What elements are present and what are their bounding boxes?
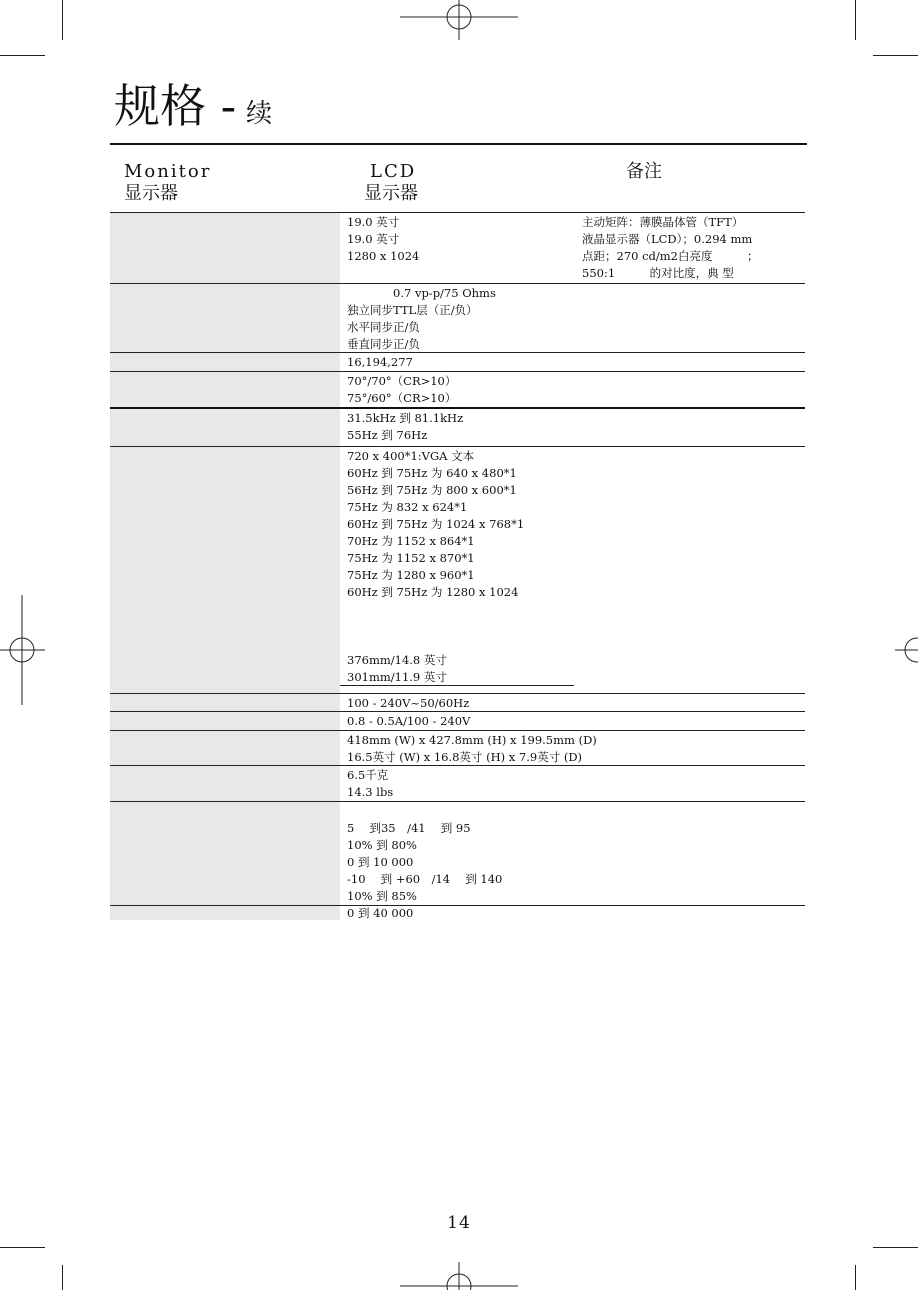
header-col-lcd-en: LCD (370, 161, 417, 182)
header-rule (110, 143, 807, 145)
row-label-cell (110, 712, 340, 730)
value-line: 720 x 400*1:VGA 文本 (347, 449, 475, 463)
table-row (110, 801, 805, 920)
value-line: 75Hz 为 1280 x 960*1 (347, 568, 475, 582)
crop-mark (855, 0, 856, 40)
row-label-cell (110, 353, 340, 371)
row-divider (340, 685, 574, 686)
page-number: 14 (447, 1213, 471, 1233)
row-value-cell (347, 354, 413, 371)
title-sub: 续 (246, 99, 273, 129)
value-line: -10 到 +60 /14 到 140 (347, 872, 503, 886)
table-row (110, 407, 805, 446)
row-value-cell (347, 767, 393, 801)
value-line (347, 635, 524, 652)
value-line: 75°/60°（CR>10） (347, 391, 457, 405)
value-line: 0.8 - 0.5A/100 - 240V (347, 714, 471, 728)
value-line: 301mm/11.9 英寸 (347, 670, 447, 684)
note-line: 点距；270 cd/m2白亮度 ； (582, 249, 759, 263)
row-label-cell (110, 213, 340, 283)
row-value-cell (347, 373, 456, 407)
spec-table (110, 212, 805, 920)
value-line: 75Hz 为 1152 x 870*1 (347, 551, 475, 565)
table-row (110, 730, 805, 765)
value-line: 376mm/14.8 英寸 (347, 653, 447, 667)
value-line: 独立同步TTL层（正/负） (347, 303, 478, 317)
registration-mark (895, 630, 918, 675)
note-line: 液晶显示器（LCD）；0.294 mm (582, 232, 753, 246)
crop-mark (62, 1265, 63, 1290)
table-row (110, 212, 805, 283)
value-line: 418mm (W) x 427.8mm (H) x 199.5mm (D) (347, 733, 597, 747)
row-label-cell (110, 694, 340, 711)
note-line: 550:1 的对比度，典 型 (582, 266, 734, 280)
row-label-cell (110, 766, 340, 801)
crop-mark (0, 1247, 45, 1248)
value-line: 0 到 10 000 (347, 855, 414, 869)
row-note-cell (582, 214, 759, 282)
table-row (110, 352, 805, 371)
header-col-monitor (124, 161, 211, 205)
row-value-cell (347, 410, 463, 444)
note-line: 主动矩阵：薄膜晶体管（TFT） (582, 215, 744, 229)
row-value-cell (347, 713, 470, 730)
row-label-cell (110, 409, 340, 446)
header-col-lcd (364, 161, 418, 205)
table-bottom-rule (110, 905, 805, 906)
value-line (347, 601, 524, 618)
row-label-cell (110, 372, 340, 407)
row-value-cell (347, 695, 469, 712)
header-col-lcd-cn: 显示器 (364, 183, 418, 204)
value-line: 19.0 英寸 (347, 215, 400, 229)
table-row (110, 765, 805, 801)
table-row (110, 371, 805, 407)
row-value-cell (347, 285, 496, 353)
value-line: 0.7 vp-p/75 Ohms (347, 286, 496, 300)
crop-mark (873, 55, 918, 56)
page-title (114, 78, 272, 142)
registration-mark (400, 1262, 518, 1290)
row-value-cell (347, 732, 597, 766)
row-label-cell (110, 447, 340, 693)
row-label-cell (110, 731, 340, 765)
value-line: 75Hz 为 832 x 624*1 (347, 500, 468, 514)
row-label-cell (110, 284, 340, 352)
value-line (347, 618, 524, 635)
header-col-notes: 备注 (626, 161, 662, 182)
registration-mark (0, 595, 45, 705)
title-main: 规格 - (114, 79, 237, 133)
crop-mark (873, 1247, 918, 1248)
value-line: 70Hz 为 1152 x 864*1 (347, 534, 475, 548)
value-line: 16.5英寸 (W) x 16.8英寸 (H) x 7.9英寸 (D) (347, 750, 583, 764)
value-line: 16,194,277 (347, 355, 413, 369)
value-line: 5 到35 /41 到 95 (347, 821, 471, 835)
value-line: 6.5千克 (347, 768, 389, 782)
table-row (110, 446, 805, 693)
row-value-cell (347, 214, 419, 265)
value-line: 60Hz 到 75Hz 为 1280 x 1024 (347, 585, 519, 599)
value-line (347, 803, 502, 820)
value-line: 1280 x 1024 (347, 249, 420, 263)
value-line: 垂直同步正/负 (347, 337, 420, 351)
value-line: 55Hz 到 76Hz (347, 428, 428, 442)
table-row (110, 693, 805, 711)
value-line: 14.3 lbs (347, 785, 394, 799)
value-line: 70°/70°（CR>10） (347, 374, 457, 388)
crop-mark (62, 0, 63, 40)
crop-mark (0, 55, 45, 56)
value-line: 31.5kHz 到 81.1kHz (347, 411, 464, 425)
value-line: 60Hz 到 75Hz 为 1024 x 768*1 (347, 517, 525, 531)
value-line: 100 - 240V~50/60Hz (347, 696, 470, 710)
header-col-monitor-en: Monitor (124, 161, 212, 182)
value-line: 60Hz 到 75Hz 为 640 x 480*1 (347, 466, 517, 480)
value-line: 56Hz 到 75Hz 为 800 x 600*1 (347, 483, 517, 497)
value-line: 0 到 40 000 (347, 906, 414, 920)
registration-mark (400, 0, 518, 40)
row-value-cell (347, 448, 524, 686)
crop-mark (855, 1265, 856, 1290)
table-row (110, 711, 805, 730)
value-line: 水平同步正/负 (347, 320, 420, 334)
table-row (110, 283, 805, 352)
row-label-cell (110, 802, 340, 920)
header-col-monitor-cn: 显示器 (124, 183, 178, 204)
value-line: 10% 到 85% (347, 889, 417, 903)
value-line: 19.0 英寸 (347, 232, 400, 246)
value-line: 10% 到 80% (347, 838, 417, 852)
